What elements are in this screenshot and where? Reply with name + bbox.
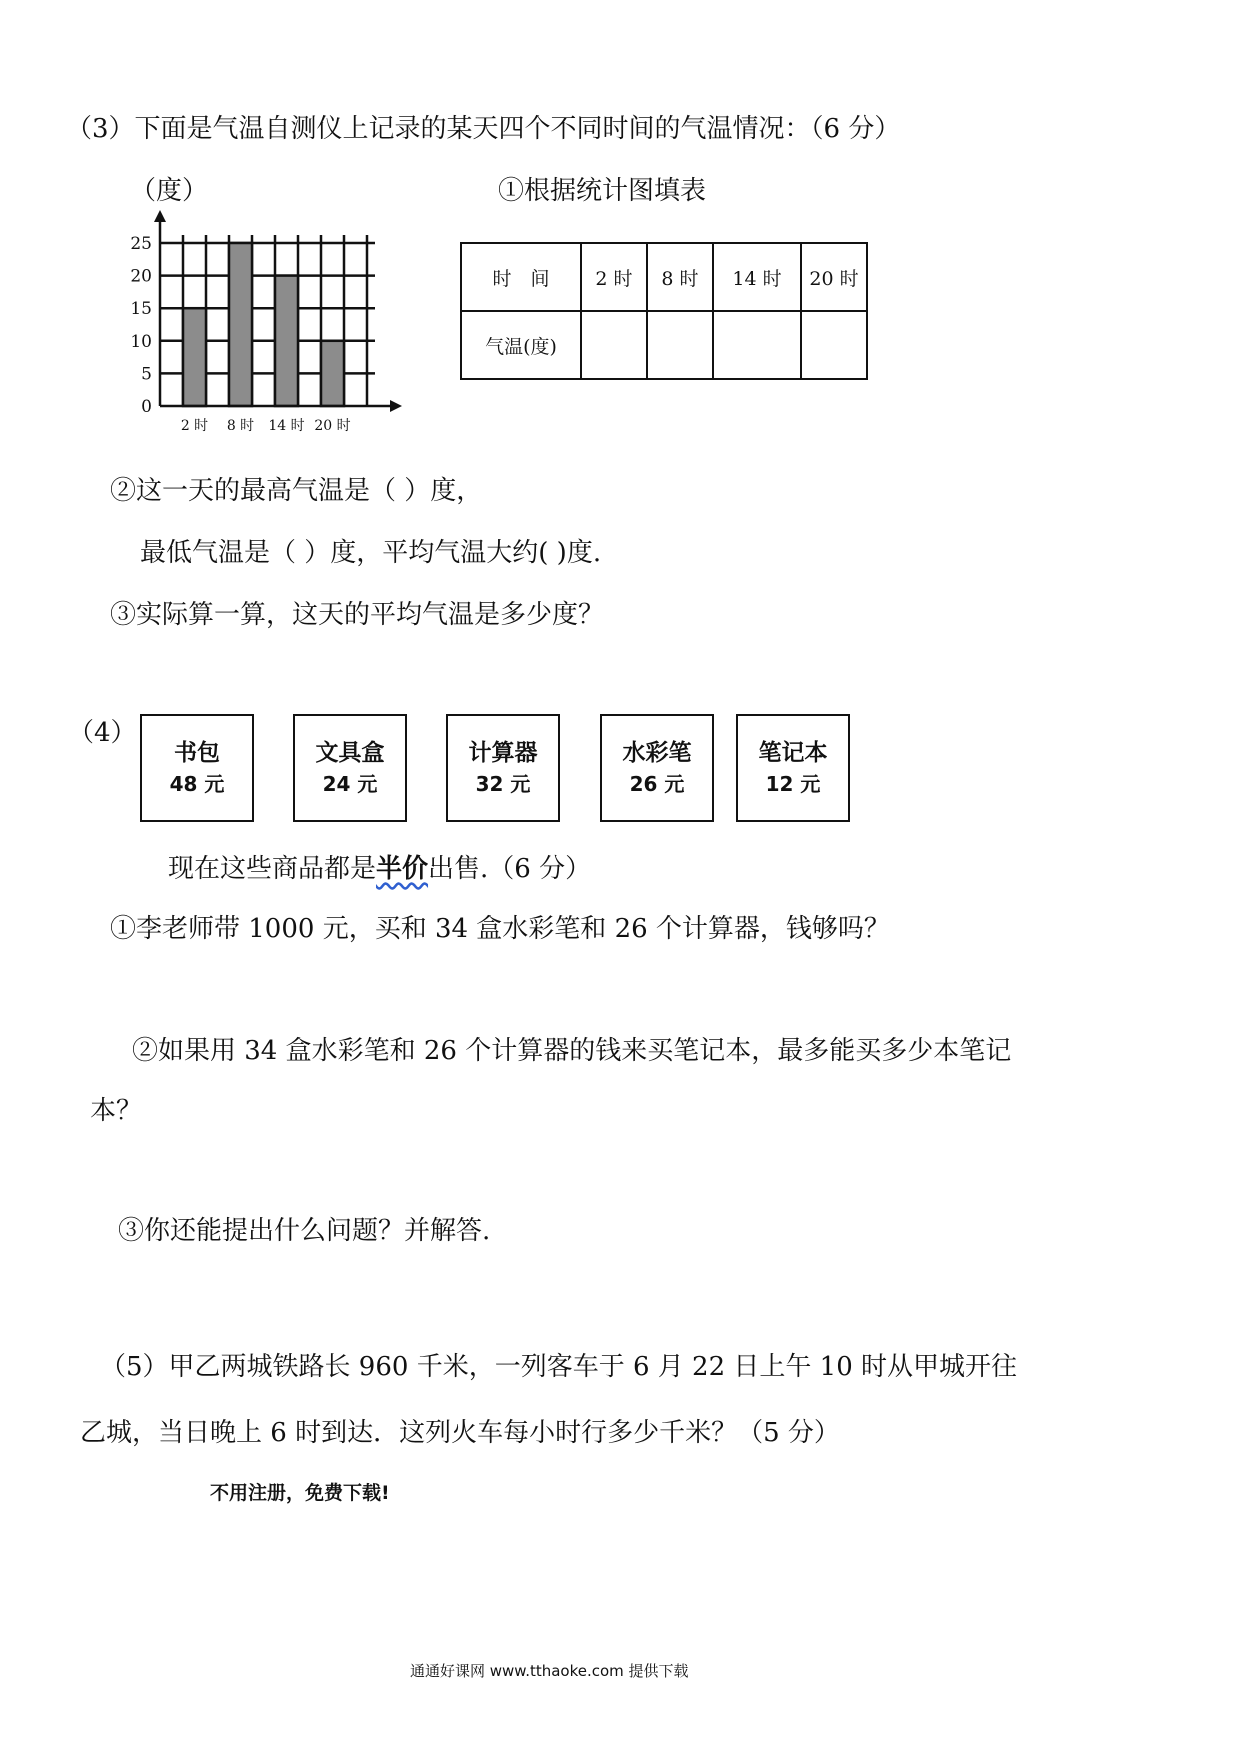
q3-sub3: ③实际算一算，这天的平均气温是多少度？: [110, 600, 605, 630]
q4-note-em: 半价: [376, 854, 429, 884]
table-row-label: 气温(度): [461, 311, 581, 379]
page-footer: 通通好课网 www.tthaoke.com 提供下载: [410, 1662, 689, 1680]
x-tick-label: 20 时: [314, 418, 351, 434]
q4-sub2b: 本？: [90, 1096, 143, 1126]
table-time-cell: 14 时: [713, 243, 801, 311]
item-name: 书包: [174, 740, 220, 766]
item-name: 笔记本: [758, 740, 828, 766]
temperature-table: [460, 242, 868, 380]
q4-note-pre: 现在这些商品都是: [168, 854, 377, 884]
item-card: [446, 714, 560, 822]
item-price: 48 元: [169, 772, 225, 796]
table-blank-cell: [801, 311, 867, 379]
q5-line2: 乙城，当日晚上 6 时到达．这列火车每小时行多少千米？（5 分）: [80, 1418, 840, 1448]
x-tick-label: 2 时: [180, 418, 209, 434]
y-tick-label: 10: [130, 331, 152, 352]
table-time-cell: 20 时: [801, 243, 867, 311]
temperature-bar-chart: [110, 210, 410, 440]
table-blank-cell: [581, 311, 647, 379]
q3-sub2: ②这一天的最高气温是（ ）度，: [110, 476, 483, 506]
bar: [321, 341, 344, 406]
item-price: 32 元: [475, 772, 531, 796]
q5-line1: （5）甲乙两城铁路长 960 千米，一列客车于 6 月 22 日上午 10 时从甲城开往: [100, 1352, 1017, 1382]
bar: [183, 308, 206, 406]
item-card: [293, 714, 407, 822]
item-price: 12 元: [765, 772, 821, 796]
x-tick-label: 14 时: [268, 418, 305, 434]
table-time-cell: 8 时: [647, 243, 713, 311]
table-row: [461, 243, 867, 311]
item-card: [140, 714, 254, 822]
item-name: 计算器: [468, 740, 538, 766]
bar: [275, 276, 298, 406]
q4-label: （4）: [68, 718, 137, 748]
promo-text: 不用注册，免费下载!: [210, 1482, 390, 1504]
table-time-cell: 2 时: [581, 243, 647, 311]
item-price: 26 元: [629, 772, 685, 796]
item-price: 24 元: [322, 772, 378, 796]
y-tick-label: 0: [141, 397, 152, 417]
q4-sub3: ③你还能提出什么问题？并解答.: [118, 1216, 491, 1246]
item-name: 文具盒: [315, 740, 385, 766]
q4-note: [168, 848, 591, 885]
q4-note-post: 出售.（6 分）: [428, 854, 592, 884]
y-tick-label: 25: [130, 234, 152, 254]
y-tick-label: 20: [130, 266, 152, 287]
q3-title: （3）下面是气温自测仪上记录的某天四个不同时间的气温情况：（6 分）: [66, 114, 901, 144]
item-card: [600, 714, 714, 822]
table-blank-cell: [713, 311, 801, 379]
y-tick-label: 15: [130, 299, 152, 320]
x-tick-label: 8 时: [226, 418, 255, 434]
table-blank-cell: [647, 311, 713, 379]
bar: [229, 243, 252, 406]
item-card: [736, 714, 850, 822]
y-axis-arrow-icon: [154, 210, 166, 222]
q4-sub2a: ②如果用 34 盒水彩笔和 26 个计算器的钱来买笔记本，最多能买多少本笔记: [132, 1036, 1012, 1066]
item-name: 水彩笔: [622, 740, 692, 766]
q3-sub1: ①根据统计图填表: [498, 176, 707, 206]
x-axis-arrow-icon: [390, 400, 402, 412]
y-tick-label: 5: [141, 364, 152, 385]
q3-sub2b: 最低气温是（ ）度，平均气温大约( )度.: [140, 538, 602, 568]
table-header-label: 时 间: [461, 243, 581, 311]
q4-sub1: ①李老师带 1000 元，买和 34 盒水彩笔和 26 个计算器，钱够吗？: [110, 914, 890, 944]
table-row: [461, 311, 867, 379]
chart-ylabel: （度）: [130, 176, 209, 206]
